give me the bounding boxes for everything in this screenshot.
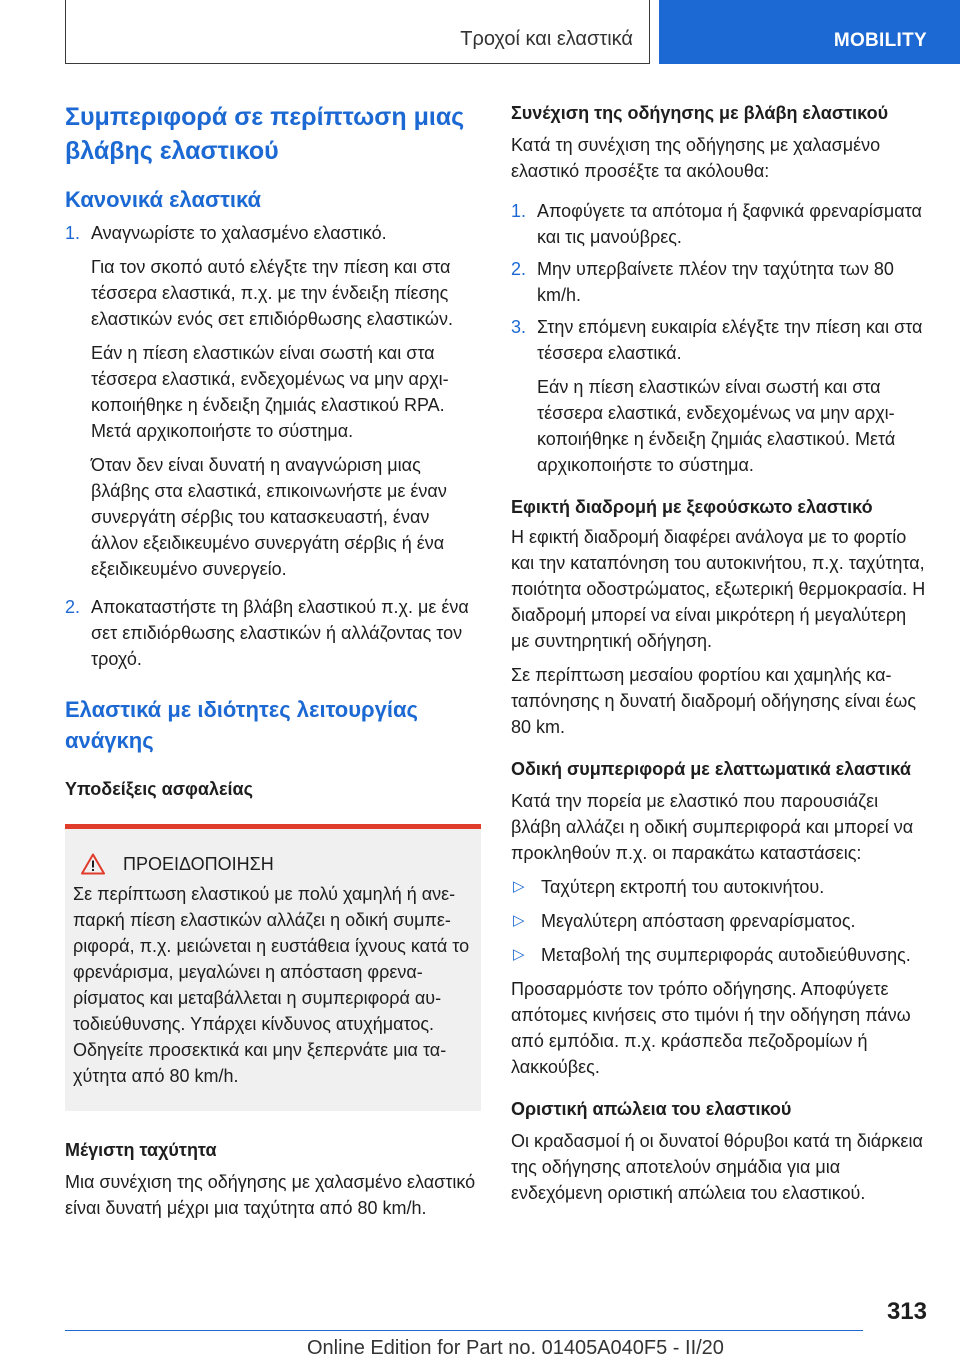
- warning-box: [65, 824, 481, 1111]
- behavior-text: Κατά την πορεία με ελαστικό που παρουσιάζει βλάβη αλλάζει η οδική συμπεριφορά και μπορεί να προκληθούν π.χ. οι παρακάτω καταστάσεις:: [511, 791, 914, 863]
- list-item: [511, 198, 927, 250]
- header-box: [65, 0, 650, 64]
- heading-max-speed: Μέγιστη ταχύτητα: [65, 1140, 217, 1160]
- list-item: [511, 942, 927, 968]
- step-text: Αναγνωρίστε το χαλασμένο ελαστικό.: [91, 223, 387, 243]
- section-tab: [659, 0, 960, 64]
- heading-driving-behavior: Οδική συμπεριφορά με ελαττωματικά ελαστικά: [511, 759, 911, 779]
- bullet-text: Μεταβολή της συμπεριφοράς αυτοδιεύθυνσης.: [541, 945, 911, 965]
- heading-range: Εφικτή διαδρομή με ξεφούσκωτο ελαστικό: [511, 497, 873, 517]
- max-speed-text: Μια συνέχιση της οδήγησης με χαλασμένο ελαστικό είναι δυνατή μέχρι μια ταχύτητα από 80 km/h.: [65, 1172, 476, 1218]
- steps-list-left: [65, 220, 481, 672]
- section-tab-label: MOBILITY: [833, 30, 927, 51]
- bullet-triangle-icon: ▷: [513, 878, 525, 895]
- behavior-list: [511, 874, 927, 968]
- heading-normal-tires: Κανονικά ελαστικά: [65, 187, 262, 212]
- step-text: Εάν η πίεση ελαστικών είναι σωστή και στα τέσσερα ελαστικά, ενδεχομένως να μην αρχικοποιήθηκε η ένδειξη ζημιάς ελαστικού. Μετά αρχικοποιήστε το σύστημα.: [537, 377, 896, 475]
- right-column: [511, 100, 927, 1206]
- list-item: [511, 874, 927, 900]
- steps-list-right: [511, 198, 927, 478]
- heading-safety-notes: Υποδείξεις ασφαλείας: [65, 779, 253, 799]
- left-column: [65, 100, 481, 1221]
- continue-text: Κατά τη συνέχιση της οδήγησης με χαλασμένο ελαστικό προσέξτε τα ακόλουθα:: [511, 135, 881, 181]
- list-item: [65, 594, 481, 672]
- step-number: 1.: [511, 201, 527, 221]
- warning-header: [73, 851, 473, 877]
- step-text: Όταν δεν είναι δυνατή η αναγνώριση μιας βλάβης στα ελαστικά, επικοινωνήστε με έναν συνεργάτη σέρβις του κατασκευαστή, έναν άλλον εξειδικευμένο συνεργάτη σέρβις ή ένα εξειδικευμένο συνεργείο.: [91, 455, 447, 579]
- list-item: [511, 908, 927, 934]
- bullet-text: Ταχύτερη εκτροπή του αυτοκινήτου.: [541, 877, 825, 897]
- step-text: Για τον σκοπό αυτό ελέγξτε την πίεση και στα τέσσερα ελαστικά, π.χ. με την ένδειξη πίεσης ελαστικών ενός σετ επιδιόρθωσης ελαστικών.: [91, 257, 453, 329]
- list-item: [65, 220, 481, 582]
- step-number: 3.: [511, 317, 527, 337]
- heading-continue-driving: Συνέχιση της οδήγησης με βλάβη ελαστικού: [511, 103, 889, 123]
- bullet-triangle-icon: ▷: [513, 912, 525, 929]
- step-number: 1.: [65, 223, 81, 243]
- footer-divider: [65, 1330, 863, 1331]
- main-heading: Συμπεριφορά σε περίπτωση μιας βλάβης ελαστικού: [65, 103, 465, 165]
- footer-edition: Online Edition for Part no. 01405A040F5 - II/20: [307, 1337, 724, 1359]
- tire-loss-text: Οι κραδασμοί ή οι δυνατοί θόρυβοι κατά τη διάρκεια της οδήγησης αποτελούν σημάδια για μια ενδεχόμενη οριστική απώλεια του ελαστικού.: [511, 1131, 923, 1203]
- warning-title: ΠΡΟΕΙΔΟΠΟΙΗΣΗ: [123, 854, 274, 874]
- step-text: Μην υπερβαίνετε πλέον την ταχύτητα των 80 km/h.: [537, 259, 894, 305]
- step-text: Στην επόμενη ευκαιρία ελέγξτε την πίεση και στα τέσσερα ελαστικά.: [537, 317, 923, 363]
- warning-text: Σε περίπτωση ελαστικού με πολύ χαμηλή ή ανεπαρκή πίεση ελαστικών αλλάζει η οδική συμπεριφορά, π.χ. μειώνεται η ευστάθεια ίχνους κατά το φρενάρισμα, μεγαλώνει η απόσταση φρεναρίσματος και μεταβάλλεται η συμπεριφορά αυτοδιεύθυνσης. Υπάρχει κίνδυνος ατυχήματος. Οδηγείτε προσεκτικά και μην ξεπερνάτε μια ταχύτητα από 80 km/h.: [73, 884, 470, 1086]
- list-item: [511, 256, 927, 308]
- page-header: [0, 0, 960, 66]
- range-text-1: Η εφικτή διαδρομή διαφέρει ανάλογα με το φορτίο και την καταπόνηση του αυτοκινήτου, π.χ. ταχύτητα, ποιότητα οδοστρώματος, εξωτερική θερμοκρασία. Η διαδρομή μπορεί να είναι μικρότερη ή μεγαλύτερη με συντηρητική οδήγηση.: [511, 527, 926, 651]
- bullet-text: Μεγαλύτερη απόσταση φρεναρίσματος.: [541, 911, 856, 931]
- bullet-triangle-icon: ▷: [513, 946, 525, 963]
- adapt-driving-text: Προσαρμόστε τον τρόπο οδήγησης. Αποφύγετε απότομες κινήσεις στο τιμόνι ή την οδήγηση πάνω από εμπόδια. π.χ. κράσπεδα πεζοδρομίων ή λακκούβες.: [511, 979, 911, 1077]
- heading-tire-loss: Οριστική απώλεια του ελαστικού: [511, 1099, 792, 1119]
- chapter-title: Τροχοί και ελαστικά: [460, 28, 633, 50]
- step-number: 2.: [511, 259, 527, 279]
- list-item: [511, 314, 927, 478]
- step-text: Αποκαταστήστε τη βλάβη ελαστικού π.χ. με ένα σετ επιδιόρθωσης ελαστικών ή αλλάζοντας τον τροχό.: [91, 597, 469, 669]
- step-number: 2.: [65, 597, 81, 617]
- step-text: Εάν η πίεση ελαστικών είναι σωστή και στα τέσσερα ελαστικά, ενδεχομένως να μην αρχικοποιήθηκε η ένδειξη ζημιάς ελαστικού RPA. Μετά αρχικοποιήστε το σύστημα.: [91, 343, 449, 441]
- page-number: 313: [886, 1298, 927, 1325]
- range-text-2: Σε περίπτωση μεσαίου φορτίου και χαμηλής καταπόνησης η δυνατή διαδρομή οδήγησης είναι έως 80 km.: [511, 665, 917, 737]
- warning-triangle-icon: [81, 853, 105, 875]
- heading-runflat: Ελαστικά με ιδιότητες λειτουργίας ανάγκης: [65, 697, 418, 753]
- step-text: Αποφύγετε τα απότομα ή ξαφνικά φρεναρίσματα και τις μανούβρες.: [537, 201, 922, 247]
